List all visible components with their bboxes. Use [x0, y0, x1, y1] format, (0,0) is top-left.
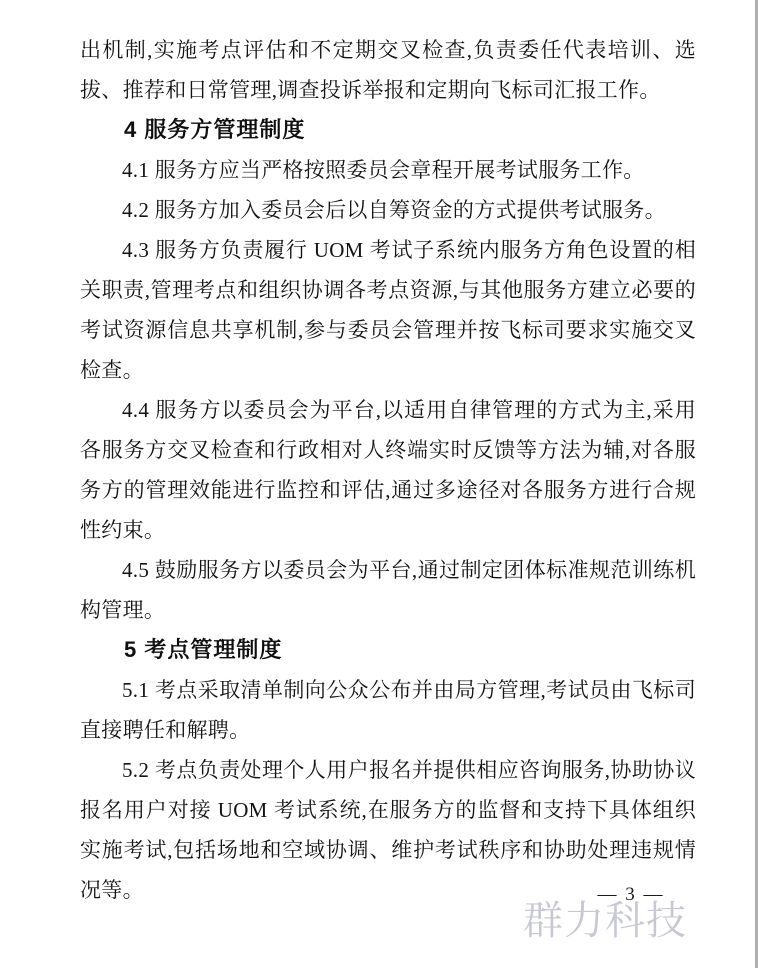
page-number: — 3 — — [597, 884, 665, 905]
paragraph-5-2: 5.2 考点负责处理个人用户报名并提供相应咨询服务,协助协议报名用户对接 UOM 考试系统,在服务方的监督和支持下具体组织实施考试,包括场地和空域协调、维护考试秩序和协助处理违规情况等。 — [80, 758, 696, 902]
document-body — [80, 30, 696, 910]
paragraph-4-3: 4.3 服务方负责履行 UOM 考试子系统内服务方角色设置的相关职责,管理考点和组织协调各考点资源,与其他服务方建立必要的考试资源信息共享机制,参与委员会管理并按飞标司要求实施交叉检查。 — [80, 238, 696, 382]
watermark-text: 群力科技 — [523, 899, 687, 943]
paragraph-4-5: 4.5 鼓励服务方以委员会为平台,通过制定团体标准规范训练机构管理。 — [80, 558, 696, 622]
section-heading-5: 5 考点管理制度 — [124, 637, 283, 662]
paragraph-4-4: 4.4 服务方以委员会为平台,以适用自律管理的方式为主,采用各服务方交叉检查和行政相对人终端实时反馈等方法为辅,对各服务方的管理效能进行监控和评估,通过多途径对各服务方进行合规性约束。 — [80, 398, 696, 542]
section-heading-4: 4 服务方管理制度 — [124, 117, 306, 142]
paragraph-continuation: 出机制,实施考点评估和不定期交叉检查,负责委任代表培训、选拔、推荐和日常管理,调查投诉举报和定期向飞标司汇报工作。 — [80, 38, 696, 102]
right-border-line — [755, 0, 758, 968]
paragraph-5-1: 5.1 考点采取清单制向公众公布并由局方管理,考试员由飞标司直接聘任和解聘。 — [80, 678, 696, 742]
paragraph-4-2: 4.2 服务方加入委员会后以自筹资金的方式提供考试服务。 — [122, 198, 666, 222]
paragraph-4-1: 4.1 服务方应当严格按照委员会章程开展考试服务工作。 — [122, 158, 645, 182]
